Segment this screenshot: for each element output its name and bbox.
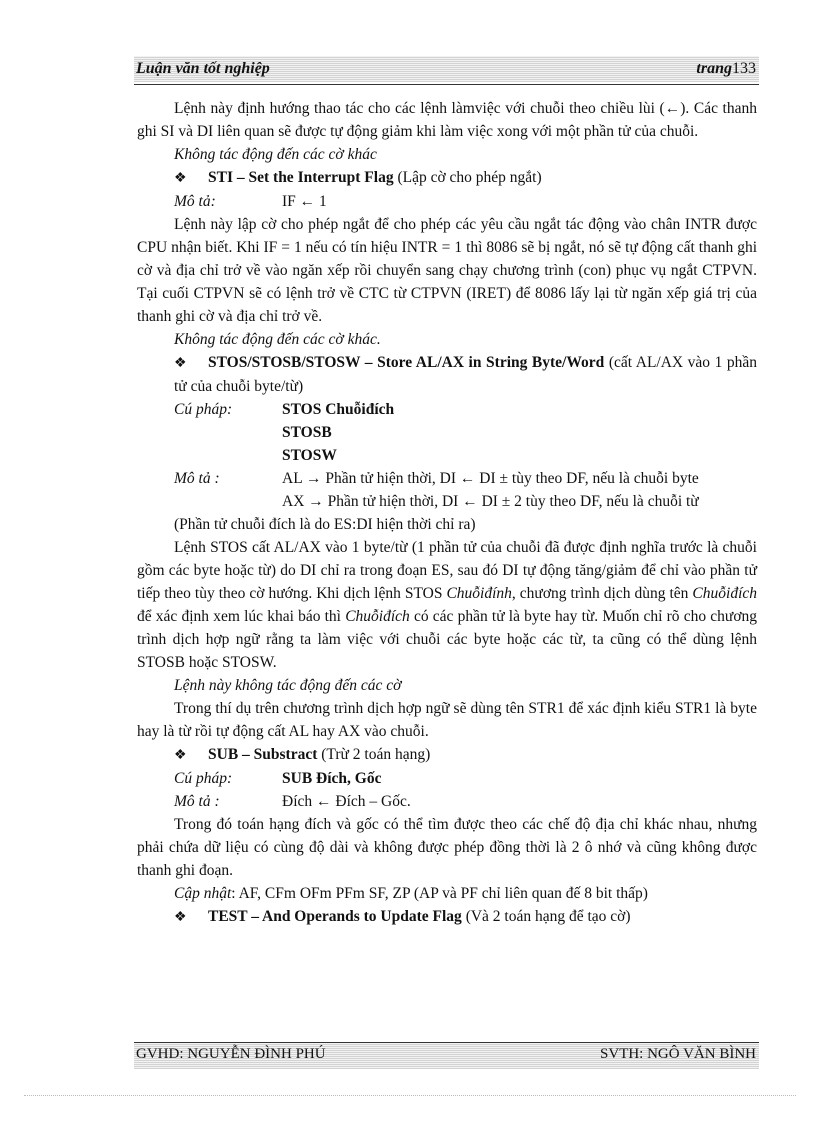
sti-mota-value: IF ← 1 — [282, 193, 327, 210]
instruction-heading-test — [137, 905, 757, 929]
test-desc: (Và 2 toán hạng để tạo cờ) — [465, 908, 631, 925]
stos-mota-1: AL → Phần tử hiện thời, DI ← DI ± tùy theo DF, nếu là chuỗi byte — [282, 470, 699, 487]
diamond-bullet-icon: ❖ — [174, 356, 187, 371]
stos-desc: (cất AL/AX vào 1 phần tử của chuỗi byte/từ) — [174, 354, 758, 395]
stos-name: STOS/STOSB/STOSW – Store AL/AX in String Byte/Word — [208, 354, 605, 371]
stos-mota-row — [137, 467, 757, 490]
sti-mota-row — [137, 190, 757, 213]
sub-name: SUB – Substract — [208, 746, 318, 763]
note-no-flags-2: Không tác động đến các cờ khác. — [174, 331, 381, 348]
stos-syntax-3: STOSW — [282, 447, 337, 464]
sub-mota-label: Mô tả : — [174, 793, 220, 810]
stos-syntax-2: STOSB — [282, 424, 332, 441]
stos-mota-2: AX → Phần tử hiện thời, DI ← DI ± 2 tùy theo DF, nếu là chuỗi từ — [282, 493, 699, 510]
update-text: : AF, CFm OFm PFm SF, ZP (AP và PF chỉ liên quan đế 8 bit thấp) — [231, 885, 648, 902]
stos-text-it3: Chuỗiđích — [345, 608, 410, 625]
stos-mota-row-2 — [137, 490, 757, 513]
page-number: 133 — [732, 60, 756, 77]
footer-student: SVTH: NGÔ VĂN BÌNH — [600, 1046, 756, 1062]
page-edge-dots — [24, 1095, 796, 1096]
page-content — [137, 97, 757, 929]
stos-mota-label: Mô tả : — [174, 470, 220, 487]
paragraph-stos — [137, 536, 757, 674]
stos-text-it2: Chuỗiđích — [692, 585, 758, 602]
instruction-heading-sti — [137, 166, 757, 190]
stos-text-a: Lệnh STOS cất AL/AX vào 1 byte/từ (1 phần tử của chuỗi đã được định nghĩa trước là chuỗi gồm các byte hoặc từ) do DI chỉ ra trong đoạn ES, sau đó DI tự động tăng/giảm để chỉ vào phần tử tiếp theo tùy theo cờ hướng. Khi dịch lệnh STOS — [137, 539, 757, 602]
sub-desc: (Trừ 2 toán hạng) — [321, 746, 431, 763]
paragraph-example: Trong thí dụ trên chương trình dịch hợp ngữ sẽ dùng tên STR1 để xác định kiểu STR1 là byte hay là từ rồi tự động cất AL hay AX vào chuỗi. — [137, 700, 757, 740]
instruction-heading-sub — [137, 743, 757, 767]
sti-name: STI – Set the Interrupt Flag — [208, 169, 394, 186]
diamond-bullet-icon: ❖ — [174, 171, 187, 186]
stos-syntax-row-2 — [137, 421, 757, 444]
stos-paren: (Phần tử chuỗi đích là do ES:DI hiện thời chỉ ra) — [174, 516, 476, 533]
stos-text-c: để xác định xem lúc khai báo thì — [137, 608, 341, 625]
note-no-flags: Không tác động đến các cờ khác — [174, 146, 377, 163]
stos-syntax-row — [137, 398, 757, 421]
footer-advisor: GVHD: NGUYỄN ĐÌNH PHÚ — [136, 1046, 326, 1062]
update-label: Cập nhật — [174, 885, 232, 902]
stos-text-d: có các phần tử là byte hay từ. Muốn chỉ rõ cho chương trình dịch hợp ngữ rằng ta làm việc với chuỗi các byte hoặc các từ, ta cũng có thể dùng lệnh STOSB hoặc STOSW. — [137, 608, 758, 671]
sub-mota: Đích ← Đích – Gốc. — [282, 793, 411, 810]
note-no-flags-3: Lệnh này không tác động đến các cờ — [174, 677, 402, 694]
paragraph-sub: Trong đó toán hạng đích và gốc có thể tìm được theo các chế độ địa chỉ khác nhau, nhưng phải chứa dữ liệu có cùng độ dài và không được phép đồng thời là 2 ô nhớ và cũng không được thanh ghi đoạn. — [137, 816, 757, 879]
sti-desc: (Lập cờ cho phép ngắt) — [397, 169, 542, 186]
sti-mota-label: Mô tả: — [174, 193, 216, 210]
diamond-bullet-icon: ❖ — [174, 910, 187, 925]
page-label: trang — [696, 60, 732, 77]
sub-syntax-row — [137, 767, 757, 790]
sub-mota-row — [137, 790, 757, 813]
stos-syntax-row-3 — [137, 444, 757, 467]
diamond-bullet-icon: ❖ — [174, 748, 187, 763]
sub-syntax: SUB Đích, Gốc — [282, 770, 382, 787]
paragraph-std: Lệnh này định hướng thao tác cho các lệnh làmviệc với chuỗi theo chiều lùi (←). Các thanh ghi SI và DI liên quan sẽ được tự động giảm khi làm việc xong với một phần tử của chuỗi. — [137, 100, 757, 140]
stos-text-b: , chương trình dịch dùng tên — [511, 585, 689, 602]
header-rule — [134, 84, 759, 85]
header-title: Luận văn tốt nghiệp — [136, 60, 270, 77]
stos-syntax-1: STOS Chuỗiđích — [282, 401, 395, 418]
sub-update — [137, 882, 757, 905]
stos-cuphap-label: Cú pháp: — [174, 401, 233, 418]
instruction-heading-stos — [137, 351, 757, 398]
stos-text-it1: Chuỗiđính — [446, 585, 512, 602]
paragraph-sti: Lệnh này lập cờ cho phép ngắt để cho phép các yêu cầu ngắt tác động vào chân INTR được CPU nhận biết. Khi IF = 1 nếu có tín hiệu INTR = 1 thì 8086 sẽ bị ngắt, nó sẽ tự động cất thanh ghi cờ và địa chỉ trở về vào ngăn xếp rồi chuyển sang chạy chương trình (con) phục vụ ngắt CTPVN. Tại cuối CTPVN sẽ có lệnh trở về CTC từ CTPVN (IRET) để 8086 lấy lại từ ngăn xếp giá trị của thanh ghi cờ và địa chỉ trở về. — [137, 216, 757, 325]
header-page-number — [696, 60, 756, 78]
sub-cuphap-label: Cú pháp: — [174, 770, 233, 787]
test-name: TEST – And Operands to Update Flag — [208, 908, 462, 925]
